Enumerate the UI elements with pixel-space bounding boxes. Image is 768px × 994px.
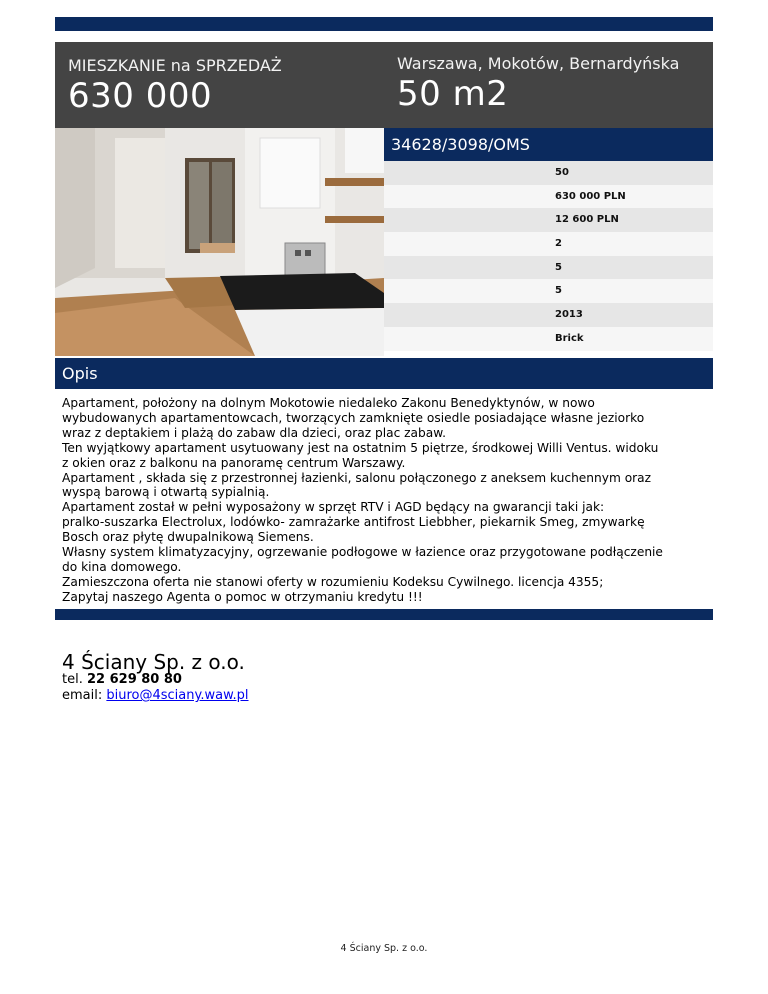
phone-number[interactable]: 22 629 80 80: [86, 672, 182, 687]
agency-name: 4 Ściany Sp. z o.o.: [62, 650, 245, 674]
description-line: Własny system klimatyzacyjny, ogrzewanie podłogowe w łazience oraz przygotowane podłączenie: [62, 545, 663, 560]
description-heading-bar: [55, 358, 713, 389]
area: 50 m2: [397, 74, 509, 114]
detail-value: 5: [555, 285, 562, 297]
description-line: Zamieszczona oferta nie stanowi oferty w rozumieniu Kodeksu Cywilnego. licencja 4355;: [62, 574, 604, 589]
description-line: Zapytaj naszego Agenta o pomoc w otrzymaniu kredytu !!!: [62, 589, 423, 604]
detail-row: [384, 279, 713, 303]
detail-value: 630 000 PLN: [555, 190, 626, 202]
offer-type: MIESZKANIE na SPRZEDAŻ: [68, 56, 282, 75]
description-text: [62, 396, 710, 605]
description-line: Ten wyjątkowy apartament usytuowany jest na ostatnim 5 piętrze, środkowej Willi Ventus. widoku: [62, 440, 659, 455]
reference-number: 34628/3098/OMS: [391, 135, 530, 154]
detail-row: [384, 161, 713, 185]
detail-row: [384, 185, 713, 209]
detail-value: 50: [555, 167, 569, 178]
detail-value: 5: [555, 261, 562, 273]
description-line: pralko-suszarka Electrolux, lodówko- zamrażarke antifrost Liebbher, piekarnik Smeg, zmywarkę: [62, 515, 645, 530]
detail-row: [384, 327, 713, 351]
price: 630 000: [68, 76, 213, 116]
detail-value: Brick: [555, 332, 584, 344]
email-line: [62, 688, 249, 704]
description-line: z okien oraz z balkonu na panoramę centrum Warszawy.: [62, 455, 406, 470]
listing-header: [55, 42, 713, 128]
detail-value: 12 600 PLN: [555, 214, 619, 226]
email-label: email:: [62, 688, 103, 703]
detail-row: [384, 303, 713, 327]
description-line: Apartament został w pełni wyposażony w sprzęt RTV i AGD będący na gwarancji taki jak:: [62, 500, 605, 515]
details-table: [384, 161, 713, 351]
page-footer: 4 Ściany Sp. z o.o.: [340, 943, 428, 954]
description-line: do kina domowego.: [62, 559, 182, 574]
top-divider: [55, 17, 713, 31]
detail-row: [384, 208, 713, 232]
description-heading: Opis: [62, 364, 98, 383]
phone-line: [62, 672, 249, 688]
phone-label: tel.: [62, 672, 83, 687]
description-line: wybudowanych apartamentowcach, tworzących zamknięte osiedle posiadające własne jeziorko: [62, 410, 645, 425]
detail-row: [384, 256, 713, 280]
reference-bar: [384, 128, 713, 161]
description-line: Bosch oraz płytę dwupalnikową Siemens.: [62, 530, 314, 545]
bottom-divider: [55, 609, 713, 620]
detail-value: 2: [555, 238, 562, 250]
description-line: wyspą barową i otwartą sypialnią.: [62, 485, 270, 500]
apartment-interior-photo: [55, 128, 384, 356]
description-line: Apartament , składa się z przestronnej łazienki, salonu połączonego z aneksem kuchennym oraz: [62, 470, 652, 485]
description-line: wraz z deptakiem i plażą do zabaw dla dzieci, oraz plac zabaw.: [62, 425, 446, 440]
detail-row: [384, 232, 713, 256]
email-link[interactable]: biuro@4sciany.waw.pl: [106, 688, 249, 703]
agency-contact: [62, 672, 249, 704]
detail-value: 2013: [555, 309, 583, 321]
location: Warszawa, Mokotów, Bernardyńska: [397, 54, 680, 73]
description-line: Apartament, położony na dolnym Mokotowie niedaleko Zakonu Benedyktynów, w nowo: [62, 396, 595, 410]
